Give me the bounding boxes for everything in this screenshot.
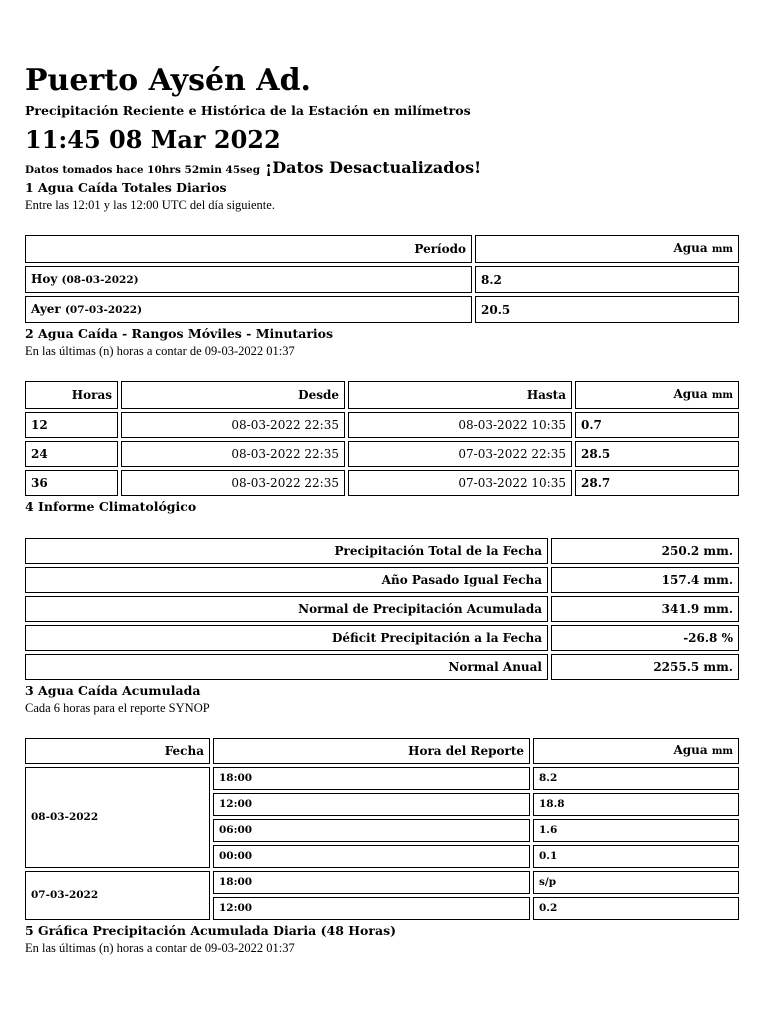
moving-ranges-table <box>22 378 742 499</box>
table-row <box>25 296 739 323</box>
period-label: Hoy <box>31 272 58 286</box>
table-row <box>25 538 739 564</box>
from-value: 08-03-2022 22:35 <box>121 441 345 467</box>
climatology-value: 250.2 mm. <box>551 538 739 564</box>
section1-title: 1 Agua Caída Totales Diarios <box>25 180 227 195</box>
period-date: (08-03-2022) <box>61 274 139 286</box>
unit-label: mm <box>711 746 733 757</box>
water-header-label: Agua <box>673 743 708 757</box>
hour-value: 06:00 <box>213 819 530 842</box>
climatology-label: Año Pasado Igual Fecha <box>25 567 548 593</box>
water-value: 8.2 <box>475 266 739 293</box>
section3-title: 3 Agua Caída Acumulada <box>25 683 201 698</box>
table-row <box>25 441 739 467</box>
climatology-label: Normal Anual <box>25 654 548 680</box>
from-value: 08-03-2022 22:35 <box>121 470 345 496</box>
report-datetime: 11:45 08 Mar 2022 <box>25 125 281 154</box>
to-value: 07-03-2022 22:35 <box>348 441 572 467</box>
hour-value: 12:00 <box>213 897 530 920</box>
water-header-label: Agua <box>673 387 708 401</box>
to-value: 07-03-2022 10:35 <box>348 470 572 496</box>
table-row <box>25 266 739 293</box>
accumulated-table <box>22 735 742 923</box>
water-value: 20.5 <box>475 296 739 323</box>
climatology-label: Déficit Precipitación a la Fecha <box>25 625 548 651</box>
table-row <box>25 871 739 894</box>
unit-label: mm <box>711 244 733 255</box>
section4-title: 4 Informe Climatológico <box>25 499 197 514</box>
from-header: Desde <box>121 381 345 409</box>
hour-value: 18:00 <box>213 767 530 790</box>
table-row <box>25 625 739 651</box>
hours-value: 24 <box>25 441 118 467</box>
water-header-label: Agua <box>673 241 708 255</box>
climatology-value: 157.4 mm. <box>551 567 739 593</box>
period-cell <box>25 266 472 293</box>
date-cell: 08-03-2022 <box>25 767 210 868</box>
climatology-label: Normal de Precipitación Acumulada <box>25 596 548 622</box>
hours-header: Horas <box>25 381 118 409</box>
hour-header: Hora del Reporte <box>213 738 530 764</box>
period-cell <box>25 296 472 323</box>
table-header-row <box>25 381 739 409</box>
period-header: Período <box>25 235 472 263</box>
water-header <box>475 235 739 263</box>
daily-totals-table <box>22 232 742 326</box>
climatology-value: -26.8 % <box>551 625 739 651</box>
page-subtitle: Precipitación Reciente e Histórica de la Estación en milímetros <box>25 103 471 118</box>
water-value: 18.8 <box>533 793 739 816</box>
section2-desc: En las últimas (n) horas a contar de 09-03-2022 01:37 <box>25 344 295 358</box>
table-row <box>25 412 739 438</box>
from-value: 08-03-2022 22:35 <box>121 412 345 438</box>
water-header <box>533 738 739 764</box>
data-age-text: Datos tomados hace 10hrs 52min 45seg <box>25 164 261 176</box>
water-value: 8.2 <box>533 767 739 790</box>
water-value: 1.6 <box>533 819 739 842</box>
hour-value: 00:00 <box>213 845 530 868</box>
water-header <box>575 381 739 409</box>
table-row <box>25 470 739 496</box>
date-header: Fecha <box>25 738 210 764</box>
table-header-row <box>25 738 739 764</box>
hour-value: 18:00 <box>213 871 530 894</box>
period-label: Ayer <box>31 302 61 316</box>
water-value: 28.5 <box>575 441 739 467</box>
to-header: Hasta <box>348 381 572 409</box>
climatology-value: 341.9 mm. <box>551 596 739 622</box>
stale-warning: ¡Datos Desactualizados! <box>265 158 482 177</box>
water-value: 0.2 <box>533 897 739 920</box>
water-value: 28.7 <box>575 470 739 496</box>
date-cell: 07-03-2022 <box>25 871 210 920</box>
station-title: Puerto Aysén Ad. <box>25 63 311 98</box>
section3-desc: Cada 6 horas para el reporte SYNOP <box>25 701 210 715</box>
hours-value: 36 <box>25 470 118 496</box>
section5-desc: En las últimas (n) horas a contar de 09-03-2022 01:37 <box>25 941 295 955</box>
climatology-label: Precipitación Total de la Fecha <box>25 538 548 564</box>
water-value: s/p <box>533 871 739 894</box>
unit-label: mm <box>711 390 733 401</box>
table-row <box>25 767 739 790</box>
table-row <box>25 596 739 622</box>
water-value: 0.1 <box>533 845 739 868</box>
period-date: (07-03-2022) <box>64 304 143 316</box>
section2-title: 2 Agua Caída - Rangos Móviles - Minutarios <box>25 326 334 341</box>
table-row <box>25 654 739 680</box>
table-row <box>25 567 739 593</box>
section5-title: 5 Gráfica Precipitación Acumulada Diaria (48 Horas) <box>25 923 397 938</box>
hour-value: 12:00 <box>213 793 530 816</box>
hours-value: 12 <box>25 412 118 438</box>
to-value: 08-03-2022 10:35 <box>348 412 572 438</box>
climatology-value: 2255.5 mm. <box>551 654 739 680</box>
water-value: 0.7 <box>575 412 739 438</box>
section1-desc: Entre las 12:01 y las 12:00 UTC del día siguiente. <box>25 198 275 212</box>
table-header-row <box>25 235 739 263</box>
climatology-table <box>22 535 742 683</box>
report-page <box>25 62 745 956</box>
data-age-row <box>25 158 745 180</box>
